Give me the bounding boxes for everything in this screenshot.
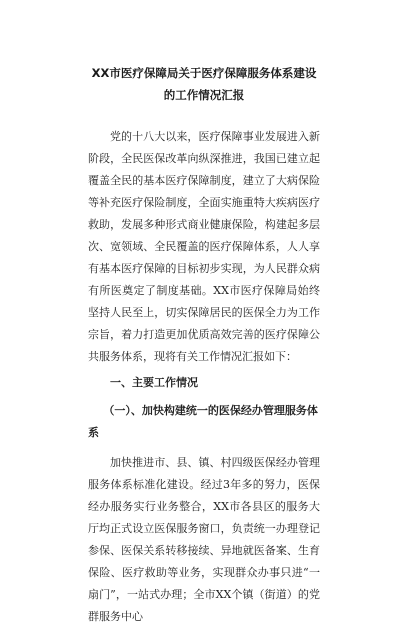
document-title: XX市医疗保障局关于医疗保障服务体系建设的工作情况汇报 bbox=[91, 66, 317, 102]
intro-paragraph: 党的十八大以来，医疗保障事业发展进入新阶段，全民医保改革向纵深推进，我国已建立起覆盖全民的基本医疗保障制度，建立了大病保险等补充医疗保险制度，全面实施重特大疾病医疗救助，发展多种形式商业健康保险，构建起多层次、宽领域、全民覆盖的医疗保障体系，人人享有基本医疗保障的目标初步实现，为人民群众病有所医奠定了制度基础。XX市医疗保障局始终坚持人民至上，切实保障居民的医保全力为工作宗旨，着力打造更加优质高效完善的医疗保障公共服务体系，现将有关工作情况汇报如下： bbox=[88, 130, 320, 363]
body-paragraph: 加快推进市、县、镇、村四级医保经办管理服务体系标准化建设。经过3年多的努力，医保经办服务实行业务整合，XX市各县区的服务大厅均正式设立医保服务窗口，负责统一办理登记参保、医保关系转移接续、异地就医备案、生育保险、医疗救助等业务，实现群众办事只进“一扇门”，一站式办理；全市XX个镇（街道）的党群服务中心 bbox=[88, 456, 320, 623]
section-heading: 一、主要工作情况 bbox=[110, 376, 198, 389]
subsection-heading: （一）、加快构建统一的医保经办管理服务体系 bbox=[88, 404, 318, 439]
